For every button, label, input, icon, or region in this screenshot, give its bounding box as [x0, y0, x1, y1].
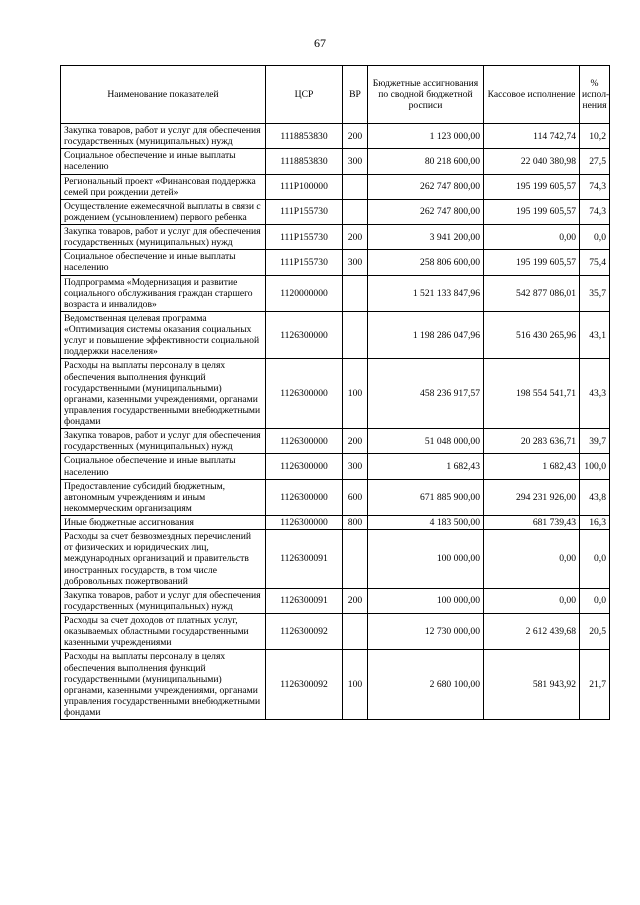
row-cash-cell: 1 682,43 [484, 454, 580, 479]
row-name-cell: Региональный проект «Финансовая поддержка семей при рождении детей» [61, 174, 266, 199]
page-number: 67 [314, 36, 326, 50]
row-pct-cell: 16,3 [580, 516, 610, 530]
row-name-cell: Социальное обеспечение и иные выплаты населению [61, 250, 266, 275]
row-cash-cell: 2 612 439,68 [484, 614, 580, 650]
row-pct-cell: 27,5 [580, 149, 610, 174]
row-pct-cell: 35,7 [580, 275, 610, 311]
row-vr-cell: 100 [343, 650, 368, 720]
table-row [61, 250, 610, 275]
row-name-cell: Закупка товаров, работ и услуг для обеспечения государственных (муниципальных) нужд [61, 429, 266, 454]
row-budget-cell: 2 680 100,00 [368, 650, 484, 720]
table-row [61, 359, 610, 429]
row-cash-cell: 0,00 [484, 588, 580, 613]
row-budget-cell: 51 048 000,00 [368, 429, 484, 454]
header-pct: % испол-нения [580, 66, 610, 124]
row-vr-cell: 100 [343, 359, 368, 429]
row-budget-cell: 458 236 917,57 [368, 359, 484, 429]
budget-execution-table [60, 65, 610, 720]
header-code: ЦСР [266, 66, 343, 124]
table-row [61, 454, 610, 479]
row-code-cell: 1126300091 [266, 588, 343, 613]
row-name-cell: Расходы на выплаты персоналу в целях обеспечения выполнения функций государственными (муниципальными) органами, казенными учреждениями, органами управления государственными внебюджетными фондами [61, 650, 266, 720]
row-vr-cell: 200 [343, 588, 368, 613]
row-pct-cell: 74,3 [580, 174, 610, 199]
row-name-cell: Закупка товаров, работ и услуг для обеспечения государственных (муниципальных) нужд [61, 588, 266, 613]
row-code-cell: 1126300000 [266, 454, 343, 479]
row-name-cell: Иные бюджетные ассигнования [61, 516, 266, 530]
row-budget-cell: 1 521 133 847,96 [368, 275, 484, 311]
header-cash: Кассовое исполнение [484, 66, 580, 124]
row-pct-cell: 43,3 [580, 359, 610, 429]
row-pct-cell: 75,4 [580, 250, 610, 275]
table-row [61, 311, 610, 359]
row-pct-cell: 43,8 [580, 479, 610, 515]
row-cash-cell: 681 739,43 [484, 516, 580, 530]
table-row [61, 124, 610, 149]
row-name-cell: Расходы за счет доходов от платных услуг, оказываемых областными государственными казенными учреждениями [61, 614, 266, 650]
table-row [61, 650, 610, 720]
row-pct-cell: 74,3 [580, 199, 610, 224]
row-pct-cell: 100,0 [580, 454, 610, 479]
row-name-cell: Предоставление субсидий бюджетным, автономным учреждениям и иным некоммерческим организациям [61, 479, 266, 515]
row-name-cell: Расходы на выплаты персоналу в целях обеспечения выполнения функций государственными (муниципальными) органами, казенными учреждениями, органами управления государственными внебюджетными фондами [61, 359, 266, 429]
row-cash-cell: 20 283 636,71 [484, 429, 580, 454]
row-cash-cell: 0,00 [484, 225, 580, 250]
table-row [61, 588, 610, 613]
table-row [61, 614, 610, 650]
row-pct-cell: 21,7 [580, 650, 610, 720]
row-name-cell: Закупка товаров, работ и услуг для обеспечения государственных (муниципальных) нужд [61, 225, 266, 250]
row-name-cell: Закупка товаров, работ и услуг для обеспечения государственных (муниципальных) нужд [61, 124, 266, 149]
row-vr-cell: 200 [343, 429, 368, 454]
row-name-cell: Социальное обеспечение и иные выплаты населению [61, 149, 266, 174]
row-vr-cell: 300 [343, 149, 368, 174]
row-vr-cell [343, 311, 368, 359]
row-name-cell: Подпрограмма «Модернизация и развитие социального обслуживания граждан старшего возраста и инвалидов» [61, 275, 266, 311]
row-budget-cell: 262 747 800,00 [368, 174, 484, 199]
row-vr-cell: 800 [343, 516, 368, 530]
row-budget-cell: 4 183 500,00 [368, 516, 484, 530]
row-name-cell: Социальное обеспечение и иные выплаты населению [61, 454, 266, 479]
row-vr-cell [343, 614, 368, 650]
row-budget-cell: 671 885 900,00 [368, 479, 484, 515]
row-budget-cell: 1 682,43 [368, 454, 484, 479]
table-row [61, 275, 610, 311]
row-code-cell: 1120000000 [266, 275, 343, 311]
row-name-cell: Расходы за счет безвозмездных перечислений от физических и юридических лиц, международных организаций и правительств иностранных государств, в том числе добровольных пожертвований [61, 530, 266, 589]
row-code-cell: 1126300000 [266, 311, 343, 359]
row-code-cell: 1126300000 [266, 479, 343, 515]
row-vr-cell [343, 174, 368, 199]
row-vr-cell [343, 199, 368, 224]
table-row [61, 225, 610, 250]
row-code-cell: 1126300000 [266, 429, 343, 454]
row-vr-cell: 600 [343, 479, 368, 515]
row-vr-cell: 200 [343, 225, 368, 250]
row-cash-cell: 195 199 605,57 [484, 174, 580, 199]
row-pct-cell: 10,2 [580, 124, 610, 149]
header-budget: Бюджетные ассигнования по сводной бюджетной росписи [368, 66, 484, 124]
row-cash-cell: 22 040 380,98 [484, 149, 580, 174]
row-code-cell: 1118853830 [266, 149, 343, 174]
row-cash-cell: 195 199 605,57 [484, 199, 580, 224]
table-row [61, 479, 610, 515]
row-cash-cell: 542 877 086,01 [484, 275, 580, 311]
table-row [61, 199, 610, 224]
row-budget-cell: 80 218 600,00 [368, 149, 484, 174]
row-budget-cell: 12 730 000,00 [368, 614, 484, 650]
row-code-cell: 1126300000 [266, 516, 343, 530]
row-vr-cell: 300 [343, 454, 368, 479]
row-code-cell: 1126300091 [266, 530, 343, 589]
row-pct-cell: 0,0 [580, 588, 610, 613]
row-code-cell: 1126300000 [266, 359, 343, 429]
row-vr-cell [343, 275, 368, 311]
table-row [61, 530, 610, 589]
row-code-cell: 1126300092 [266, 614, 343, 650]
row-pct-cell: 0,0 [580, 530, 610, 589]
row-code-cell: 111P155730 [266, 250, 343, 275]
row-cash-cell: 294 231 926,00 [484, 479, 580, 515]
row-cash-cell: 0,00 [484, 530, 580, 589]
row-code-cell: 111P100000 [266, 174, 343, 199]
row-budget-cell: 100 000,00 [368, 530, 484, 589]
header-vr: ВР [343, 66, 368, 124]
table-row [61, 149, 610, 174]
header-name: Наименование показателей [61, 66, 266, 124]
row-cash-cell: 195 199 605,57 [484, 250, 580, 275]
table-row [61, 429, 610, 454]
row-budget-cell: 258 806 600,00 [368, 250, 484, 275]
row-vr-cell: 300 [343, 250, 368, 275]
row-name-cell: Осуществление ежемесячной выплаты в связи с рождением (усыновлением) первого ребенка [61, 199, 266, 224]
table-header-row [61, 66, 610, 124]
row-vr-cell: 200 [343, 124, 368, 149]
row-vr-cell [343, 530, 368, 589]
row-name-cell: Ведомственная целевая программа «Оптимизация системы оказания социальных услуг и повышение эффективности социальной поддержки населения» [61, 311, 266, 359]
row-budget-cell: 1 123 000,00 [368, 124, 484, 149]
row-code-cell: 1118853830 [266, 124, 343, 149]
row-code-cell: 111P155730 [266, 199, 343, 224]
row-budget-cell: 3 941 200,00 [368, 225, 484, 250]
row-cash-cell: 198 554 541,71 [484, 359, 580, 429]
row-pct-cell: 0,0 [580, 225, 610, 250]
row-budget-cell: 100 000,00 [368, 588, 484, 613]
table-row [61, 174, 610, 199]
row-code-cell: 1126300092 [266, 650, 343, 720]
row-cash-cell: 581 943,92 [484, 650, 580, 720]
row-budget-cell: 1 198 286 047,96 [368, 311, 484, 359]
row-cash-cell: 516 430 265,96 [484, 311, 580, 359]
row-cash-cell: 114 742,74 [484, 124, 580, 149]
row-pct-cell: 43,1 [580, 311, 610, 359]
row-code-cell: 111P155730 [266, 225, 343, 250]
table-row [61, 516, 610, 530]
row-pct-cell: 39,7 [580, 429, 610, 454]
row-pct-cell: 20,5 [580, 614, 610, 650]
row-budget-cell: 262 747 800,00 [368, 199, 484, 224]
